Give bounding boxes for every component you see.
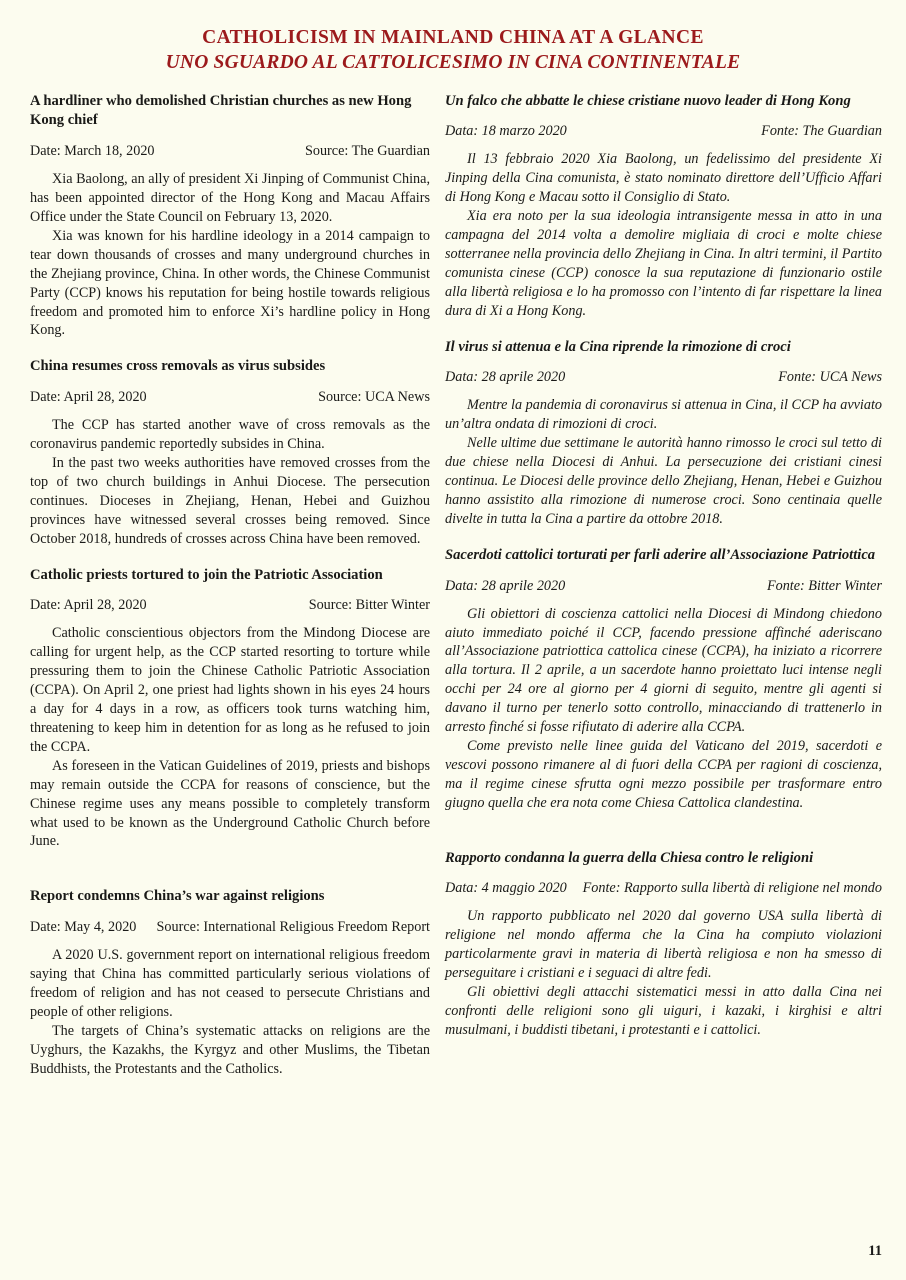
article-date: Data: 18 marzo 2020 <box>445 123 567 140</box>
article-paragraph: Il 13 febbraio 2020 Xia Baolong, un fedelissimo del presidente Xi Jinping della Cina comunista, è stato nominato direttore dell’Ufficio Affari di Hong Kong e Macau sotto il Consiglio di Stato. <box>445 151 882 206</box>
page-number: 11 <box>868 1243 882 1259</box>
article-paragraph: Catholic conscientious objectors from the Mindong Diocese are calling for urgent help, as the CCP started resorting to torture while pressuring them to join the Chinese Catholic Patriotic Association (CCPA). On April 2, one priest had lights shown in his eyes 24 hours a day for 4 days in a row, as officers took turns watching him, threatening to keep him in detention for as long as he refused to join the CCPA. <box>30 624 430 755</box>
article-paragraph: As foreseen in the Vatican Guidelines of 2019, priests and bishops may remain outside the CCPA for reasons of conscience, but the Chinese regime uses any means possible to completely transform what used to be known as the Underground Catholic Church before June. <box>30 757 430 850</box>
article-paragraph: Come previsto nelle linee guida del Vaticano del 2019, sacerdoti e vescovi possono rimanere al di fuori della CCPA per ragioni di coscienza, ma il regime cinese sfrutta ogni mezzo possibile per trasformare entro giugno quella che era nota come Chiesa Cattolica clandestina. <box>445 738 882 812</box>
article-source: Source: The Guardian <box>304 142 430 159</box>
article-en-3 <box>30 566 430 852</box>
article-date: Date: May 4, 2020 <box>30 918 137 935</box>
article-source: Fonte: Rapporto sulla libertà di religione nel mondo <box>582 880 882 897</box>
article-it-4 <box>445 849 882 1040</box>
article-headline: Il virus si attenua e la Cina riprende la rimozione di croci <box>445 339 791 356</box>
article-source: Source: International Religious Freedom Report <box>156 918 430 935</box>
article-headline: Un falco che abbatte le chiese cristiane nuovo leader di Hong Kong <box>445 93 851 109</box>
article-meta <box>445 368 882 387</box>
article-en-4 <box>30 887 430 1078</box>
article-paragraph: Xia Baolong, an ally of president Xi Jinping of Communist China, has been appointed director of the Hong Kong and Macau Affairs Office under the State Council on February 13, 2020. <box>30 170 430 225</box>
article-it-2 <box>445 338 882 529</box>
masthead <box>0 0 906 76</box>
article-source: Source: UCA News <box>318 388 430 405</box>
article-source: Source: Bitter Winter <box>308 596 430 613</box>
article-paragraph: A 2020 U.S. government report on international religious freedom saying that China has committed particularly serious violations of freedom of religion and has not ceased to persecute Christians and people of other religions. <box>30 946 430 1020</box>
article-source: Fonte: Bitter Winter <box>766 577 882 594</box>
article-paragraph: Mentre la pandemia di coronavirus si attenua in Cina, il CCP ha avviato un’altra ondata di rimozioni di croci. <box>445 397 882 433</box>
article-paragraph: The targets of China’s systematic attacks on religions are the Uyghurs, the Kazakhs, the Kyrgyz and other Muslims, the Tibetan Buddhists, the Protestants and the Catholics. <box>30 1022 430 1077</box>
article-headline: Report condemns China’s war against religions <box>30 888 325 905</box>
column-english <box>0 92 442 1079</box>
article-paragraph: Gli obiettivi degli attacchi sistematici messi in atto dalla Cina nei confronti delle religioni sono gli uiguri, i kazaki, i kirghisi e altri musulmani, i buddisti tibetani, i protestanti e i cattolici. <box>445 984 882 1039</box>
column-italian <box>442 92 906 1040</box>
article-meta <box>30 596 430 615</box>
article-meta <box>445 577 882 596</box>
article-en-2 <box>30 357 430 548</box>
article-paragraph: Nelle ultime due settimane le autorità hanno rimosso le croci sul tetto di due chiese nella Diocesi di Anhui. La persecuzione dei cristiani cinesi continua. Le Diocesi delle province dello Zhejiang, Henan, Hebei e Guizhou hanno assistito alla rimozione di numerose croci. Sono centinaia quelle divelte in tutta la Cina a partire da ottobre 2018. <box>445 435 882 528</box>
article-meta <box>445 879 882 898</box>
article-en-1 <box>30 92 430 340</box>
article-meta <box>30 142 430 161</box>
article-headline: Catholic priests tortured to join the Patriotic Association <box>30 566 383 583</box>
article-headline: A hardliner who demolished Christian churches as new Hong Kong chief <box>30 93 412 129</box>
article-date: Date: April 28, 2020 <box>30 596 147 613</box>
article-paragraph: Xia era noto per la sua ideologia intransigente messa in atto in una campagna del 2014 volta a demolire migliaia di croci e molte chiese sotterranee nella provincia dello Zhejiang in Cina. In altri termini, il Partito comunista cinese (CCP) conosce la sua reputazione di funzionario ostile alla libertà religiosa e lo ha promosso con l’intento di far rispettare la linea dura di Xi a Hong Kong. <box>445 208 882 320</box>
article-date: Data: 28 aprile 2020 <box>445 577 566 594</box>
masthead-title-english: CATHOLICISM IN MAINLAND CHINA AT A GLANCE <box>202 27 704 48</box>
article-headline: China resumes cross removals as virus subsides <box>30 358 326 375</box>
article-date: Date: March 18, 2020 <box>30 142 155 159</box>
article-meta <box>30 918 430 937</box>
article-it-3 <box>445 546 882 813</box>
masthead-title-italian: UNO SGUARDO AL CATTOLICESIMO IN CINA CONTINENTALE <box>165 52 741 74</box>
article-source: Fonte: UCA News <box>778 369 882 386</box>
article-paragraph: Un rapporto pubblicato nel 2020 dal governo USA sulla libertà di religione nel mondo afferma che la Cina ha compiuto violazioni particolarmente gravi in materia di libertà religiosa e non ha smesso di perseguitare i cristiani e i seguaci di altre fedi. <box>445 908 882 982</box>
article-date: Data: 28 aprile 2020 <box>445 369 566 386</box>
article-date: Date: April 28, 2020 <box>30 388 147 405</box>
article-headline: Sacerdoti cattolici torturati per farli aderire all’Associazione Patriottica <box>445 547 876 564</box>
article-date: Data: 4 maggio 2020 <box>445 880 567 897</box>
article-paragraph: Gli obiettori di coscienza cattolici nella Diocesi di Mindong chiedono aiuto immediato poiché il CCP, facendo pressione affinché aderiscano all’Associazione patriottica cattolica cinese (CCPA), ha iniziato a ricorrere alla tortura. Il 2 aprile, a un sacerdote hanno proiettato luci intense negli occhi per 24 ore al giorno per 4 giorni di seguito, mentre gli agenti si davano il turno per tenerlo sotto controllo, minacciando di trattenerlo in arresto finché si fosse rifiutato di aderire alla CCPA. <box>445 605 882 736</box>
article-columns <box>0 92 906 1079</box>
article-paragraph: Xia was known for his hardline ideology in a 2014 campaign to tear down thousands of crosses and many underground churches in the Zhejiang province, China. In other words, the Chinese Communist Party (CCP) knows his reputation for being hostile towards religious freedom and promoted him to enforce Xi’s hardline policy in Hong Kong. <box>30 227 430 339</box>
article-paragraph: In the past two weeks authorities have removed crosses from the top of two church buildings in Anhui Diocese. The persecution continues. Dioceses in Zhejiang, Henan, Hebei and Guizhou provinces have witnessed several crosses being removed. Since October 2018, hundreds of crosses across China have been removed. <box>30 454 430 547</box>
article-source: Fonte: The Guardian <box>761 123 882 140</box>
article-meta <box>445 122 882 141</box>
article-it-1 <box>445 92 882 321</box>
article-paragraph: The CCP has started another wave of cross removals as the coronavirus pandemic reportedly subsides in China. <box>30 416 430 452</box>
article-meta <box>30 388 430 407</box>
article-headline: Rapporto condanna la guerra della Chiesa contro le religioni <box>445 850 814 867</box>
